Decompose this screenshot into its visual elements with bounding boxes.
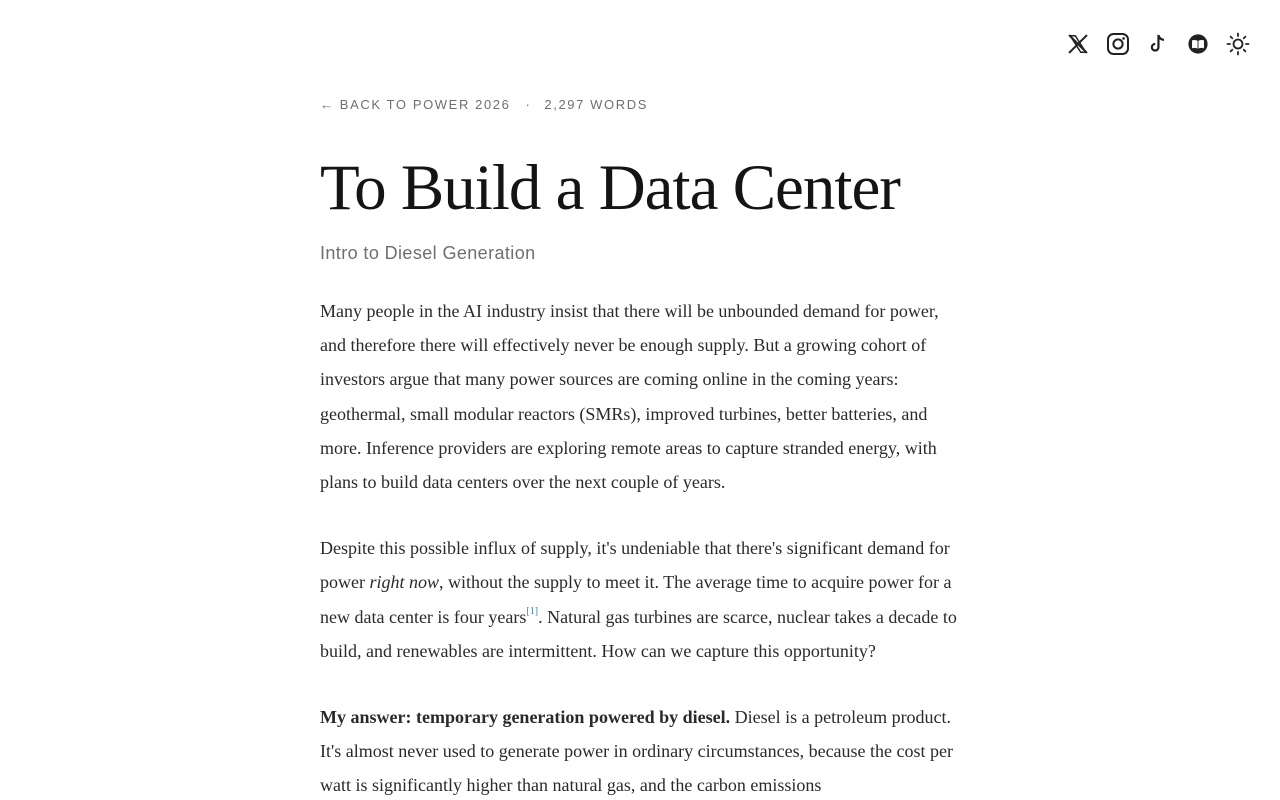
article-subtitle: Intro to Diesel Generation [320,243,536,263]
paragraph-2-text-b: , without the supply to meet it. The average time to acquire power for a new data center is four years [320,572,952,627]
paragraph-2 [320,531,965,668]
paragraph-2-text-a: Despite this possible influx of supply, it's undeniable that there's significant demand for power [320,538,950,593]
article-title: To Build a Data Center [320,152,900,224]
instagram-icon[interactable] [1106,30,1130,58]
paragraph-2-text-c: . Natural gas turbines are scarce, nuclear takes a decade to build, and renewables are intermittent. How can we capture this opportunity? [320,606,957,661]
paragraph-3 [320,700,965,800]
back-link[interactable]: ← BACK TO POWER 2026 [320,96,511,112]
footnote-ref-1[interactable]: [1] [526,605,539,617]
article-meta [320,94,965,114]
sun-icon[interactable] [1226,30,1250,58]
book-icon[interactable] [1186,30,1210,58]
tiktok-icon[interactable] [1146,30,1170,58]
paragraph-3-lead: My answer: temporary generation powered by diesel. [320,707,731,728]
meta-separator: · [525,96,532,112]
social-toolbar [1066,30,1250,58]
article [320,94,965,800]
x-icon[interactable] [1066,30,1090,58]
word-count: 2,297 WORDS [544,96,648,112]
paragraph-1: Many people in the AI industry insist that there will be unbounded demand for power, and therefore there will effectively never be enough supply. But a growing cohort of investors argue that many power sources are coming online in the coming years: geothermal, small modular reactors (SMRs), improved turbines, better batteries, and more. Inference providers are exploring remote areas to capture stranded energy, with plans to build data centers over the next couple of years. [320,301,939,493]
paragraph-2-emphasis: right now [369,572,439,593]
paragraph-3-text: Diesel is a petroleum product. It's almost never used to generate power in ordinary circumstances, because the cost per watt is significantly higher than natural gas, and the carbon emissions [320,707,954,796]
